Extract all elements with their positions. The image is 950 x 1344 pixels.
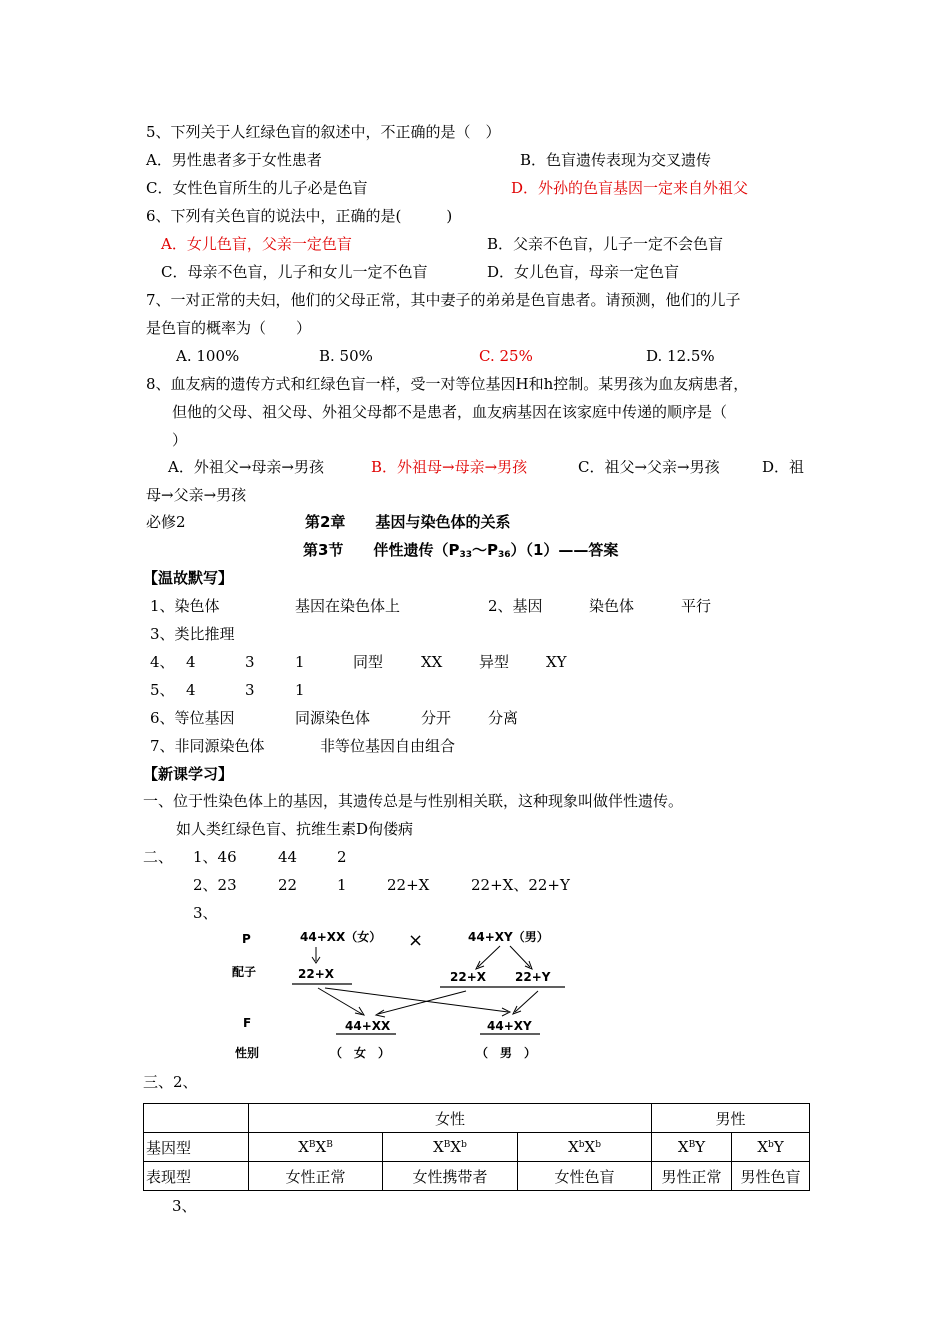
review-2b: 染色体	[589, 597, 635, 615]
phenotype-label: 表现型	[144, 1162, 249, 1191]
review-7a: 7、非同源染色体	[150, 737, 265, 755]
genotype-xbxb-normal: $X^BX^B$	[249, 1133, 383, 1162]
section-title: 第3节 伴性遗传$(P_{33}\sim P_{36})(1)——$答案	[303, 541, 619, 560]
newlesson-s2c: 2	[337, 848, 347, 866]
review-4f: XX	[421, 653, 443, 671]
q6-option-a-answer: A．女儿色盲，父亲一定色盲	[161, 235, 352, 253]
q7-stem-line1: 7、一对正常的夫妇，他们的父母正常，其中妻子的弟弟是色盲患者。请预测，他们的儿子	[146, 291, 741, 309]
newlesson-s2g: 22+X	[387, 876, 430, 894]
newlesson-s2h: 22+X、22+Y	[471, 876, 570, 894]
q5-stem: 5、下列关于人红绿色盲的叙述中，不正确的是（ ）	[146, 123, 501, 141]
q8-option-b-answer: B．外祖母→母亲→男孩	[371, 458, 528, 476]
genotype-xbxb-carrier: $X^BX^b$	[383, 1133, 518, 1162]
genotype-xby-normal: $X^BY$	[652, 1133, 732, 1162]
review-1a: 1、染色体	[150, 597, 220, 615]
newlesson-s2d: 2、23	[193, 876, 237, 894]
newlesson-s2f: 1	[337, 876, 347, 894]
diagram-f-label: F	[243, 1016, 252, 1030]
phenotype-cell: 女性携带者	[383, 1162, 518, 1191]
review-4a: 4、	[150, 653, 175, 671]
review-3: 3、类比推理	[150, 625, 235, 643]
table-row	[144, 1104, 810, 1133]
diagram-gamete-mother: 22+X	[298, 967, 335, 981]
diagram-gamete-father-x: 22+X	[450, 970, 487, 984]
review-2c: 平行	[681, 597, 712, 615]
table-cell	[144, 1104, 249, 1133]
review-4g: 异型	[479, 653, 510, 671]
q6-option-d: D．女儿色盲，母亲一定色盲	[487, 263, 680, 281]
review-5c: 3	[245, 681, 255, 699]
diagram-offspring-male: 44+XY	[487, 1019, 532, 1033]
diagram-mother: 44+XX（女）	[300, 930, 382, 944]
review-title: 【温故默写】	[143, 569, 234, 587]
genotype-xby-colorblind: $X^bY$	[732, 1133, 810, 1162]
review-5b: 4	[186, 681, 196, 699]
newlesson-s2b: 44	[278, 848, 298, 866]
table-row	[144, 1162, 810, 1191]
review-5a: 5、	[150, 681, 175, 699]
phenotype-cell: 男性色盲	[732, 1162, 810, 1191]
genotype-table	[143, 1103, 810, 1191]
newlesson-s2: 二、	[143, 848, 174, 866]
q8-stem-line1: 8、血友病的遗传方式和红绿色盲一样，受一对等位基因H和h控制。某男孩为血友病患者，	[146, 375, 749, 393]
q8-stem-line2: 但他的父母、祖父母、外祖父母都不是患者，血友病基因在该家庭中传递的顺序是（	[172, 403, 728, 421]
q6-option-b: B．父亲不色盲，儿子一定不会色盲	[487, 235, 724, 253]
phenotype-cell: 女性色盲	[518, 1162, 652, 1191]
male-header: 男性	[652, 1104, 810, 1133]
newlesson-s1: 一、位于性染色体上的基因，其遗传总是与性别相关联，这种现象叫做伴性遗传。	[143, 792, 684, 810]
diagram-offspring-female: 44+XX	[345, 1019, 391, 1033]
q7-option-d: D. 12.5%	[646, 347, 715, 365]
q8-option-a: A．外祖父→母亲→男孩	[168, 458, 324, 476]
review-6c: 分开	[421, 709, 452, 727]
arrow-line	[478, 946, 500, 967]
review-1b: 基因在染色体上	[295, 597, 401, 615]
q8-option-d-part1: D．祖	[762, 458, 805, 476]
newlesson-title: 【新课学习】	[143, 765, 234, 783]
q5-option-d-answer: D．外孙的色盲基因一定来自外祖父	[511, 179, 749, 197]
chapter-title: 第2章 基因与染色体的关系	[305, 513, 511, 531]
q8-option-d-part2: 母→父亲→男孩	[146, 486, 247, 504]
review-4d: 1	[295, 653, 305, 671]
genotype-xbxb-colorblind: $X^bX^b$	[518, 1133, 652, 1162]
phenotype-cell: 男性正常	[652, 1162, 732, 1191]
diagram-cross-symbol: ×	[408, 930, 424, 951]
female-header: 女性	[249, 1104, 652, 1133]
q5-option-a: A．男性患者多于女性患者	[146, 151, 322, 169]
q7-option-c-answer: C. 25%	[479, 347, 533, 365]
arrow-line	[378, 991, 466, 1014]
diagram-gamete-father-y: 22+Y	[515, 970, 551, 984]
q8-option-c: C．祖父→父亲→男孩	[578, 458, 720, 476]
q7-stem-line2: 是色盲的概率为（ ）	[146, 319, 312, 337]
review-2a: 2、基因	[488, 597, 543, 615]
q6-stem: 6、下列有关色盲的说法中，正确的是( )	[146, 207, 453, 225]
table-row	[144, 1133, 810, 1162]
review-5d: 1	[295, 681, 305, 699]
review-7b: 非等位基因自由组合	[320, 737, 456, 755]
diagram-sex-female: （ 女 ）	[330, 1046, 391, 1060]
review-4e: 同型	[353, 653, 384, 671]
diagram-father: 44+XY（男）	[468, 930, 549, 944]
review-6a: 6、等位基因	[150, 709, 235, 727]
arrow-line	[515, 991, 538, 1012]
review-4h: XY	[546, 653, 567, 671]
newlesson-s2a: 1、46	[193, 848, 237, 866]
section3-item3: 3、	[172, 1197, 197, 1215]
review-6b: 同源染色体	[295, 709, 371, 727]
newlesson-s1b: 如人类红绿色盲、抗维生素D佝偻病	[176, 820, 414, 838]
phenotype-cell: 女性正常	[249, 1162, 383, 1191]
book-label: 必修2	[146, 513, 186, 531]
review-4c: 3	[245, 653, 255, 671]
review-4b: 4	[186, 653, 196, 671]
q5-option-b: B．色盲遗传表现为交叉遗传	[520, 151, 712, 169]
review-6d: 分离	[488, 709, 519, 727]
arrow-line	[510, 946, 530, 967]
q7-option-b: B. 50%	[319, 347, 373, 365]
q7-option-a: A. 100%	[176, 347, 240, 365]
newlesson-s2e: 22	[278, 876, 298, 894]
q8-stem-line3: ）	[172, 431, 188, 449]
genotype-label: 基因型	[144, 1133, 249, 1162]
newlesson-s2i: 3、	[193, 904, 218, 922]
q5-option-c: C．女性色盲所生的儿子必是色盲	[146, 179, 368, 197]
diagram-gamete-label: 配子	[232, 965, 257, 979]
section3-label: 三、2、	[143, 1073, 198, 1091]
diagram-p-label: P	[242, 932, 251, 946]
diagram-sex-label: 性别	[235, 1046, 260, 1060]
diagram-sex-male: （ 男 ）	[476, 1046, 537, 1060]
q6-option-c: C．母亲不色盲，儿子和女儿一定不色盲	[161, 263, 428, 281]
